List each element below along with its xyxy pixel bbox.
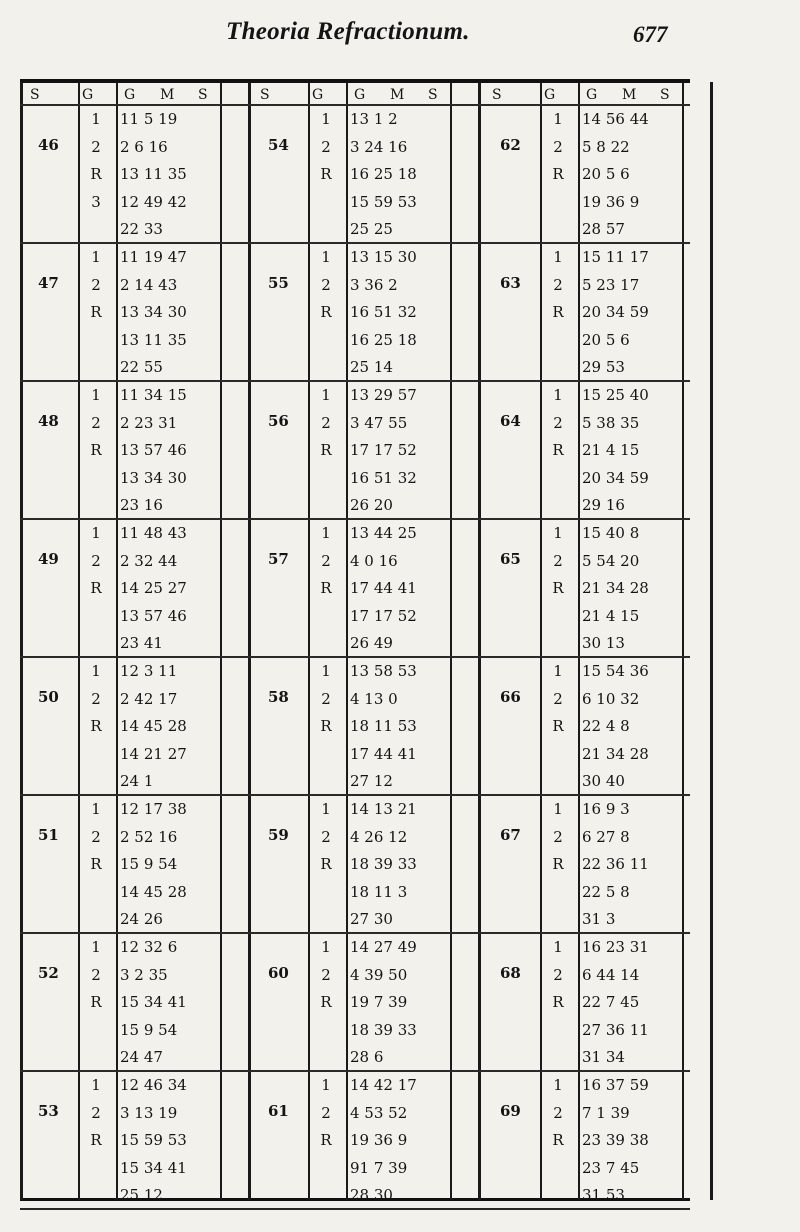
row-value: 14 27 49 (350, 938, 417, 956)
header-rule (20, 104, 690, 106)
column-header: G (354, 87, 366, 103)
row-value: 14 45 28 (120, 882, 187, 901)
row-marker: 2 (321, 137, 331, 156)
block-rule (20, 1070, 690, 1072)
row-value: 19 36 9 (582, 192, 640, 211)
column-header: S (198, 87, 208, 103)
row-marker: 2 (91, 275, 101, 294)
row-marker: 2 (91, 137, 101, 156)
row-value: 24 47 (120, 1048, 163, 1067)
row-value: 15 59 53 (120, 1131, 187, 1150)
row-marker: 1 (321, 662, 331, 680)
row-value: 20 5 6 (582, 165, 630, 184)
row-value: 25 14 (350, 358, 393, 377)
row-value: 12 17 38 (120, 800, 187, 818)
block-label: 48 (38, 412, 59, 431)
column-header: S (428, 87, 438, 103)
row-marker: R (90, 993, 102, 1012)
block-rule (20, 794, 690, 796)
row-value: 26 49 (350, 634, 393, 653)
column-header: G (82, 87, 94, 103)
row-marker: 1 (91, 1076, 101, 1094)
row-value: 5 38 35 (582, 413, 640, 432)
row-value: 11 19 47 (120, 248, 187, 266)
column-rule (78, 82, 80, 1200)
row-value: 16 51 32 (350, 468, 417, 487)
column-rule (540, 82, 542, 1200)
row-value: 24 1 (120, 772, 154, 791)
row-marker: R (552, 303, 564, 322)
column-header: G (312, 87, 324, 103)
column-header: M (160, 87, 175, 103)
row-value: 3 2 35 (120, 965, 168, 984)
row-marker: 1 (91, 248, 101, 266)
row-value: 12 49 42 (120, 192, 187, 211)
row-value: 17 44 41 (350, 579, 417, 598)
row-marker: R (552, 441, 564, 460)
block-rule (20, 1208, 690, 1210)
row-marker: 2 (553, 275, 563, 294)
row-marker: R (90, 441, 102, 460)
block-label: 56 (268, 412, 289, 431)
row-value: 22 7 45 (582, 993, 640, 1012)
row-marker: 2 (91, 827, 101, 846)
panel-rule (248, 82, 251, 1200)
row-value: 18 39 33 (350, 855, 417, 874)
row-marker: R (320, 303, 332, 322)
row-value: 2 32 44 (120, 551, 178, 570)
column-header: G (586, 87, 598, 103)
row-value: 15 59 53 (350, 192, 417, 211)
block-label: 65 (500, 550, 521, 569)
row-marker: 1 (321, 800, 331, 818)
row-marker: 2 (91, 1103, 101, 1122)
row-value: 30 13 (582, 634, 625, 653)
row-marker: 2 (321, 827, 331, 846)
row-value: 5 8 22 (582, 137, 630, 156)
row-marker: 2 (91, 965, 101, 984)
row-marker: 1 (321, 524, 331, 542)
row-value: 29 16 (582, 496, 625, 515)
row-marker: R (552, 717, 564, 736)
row-marker: 1 (91, 662, 101, 680)
block-label: 49 (38, 550, 59, 569)
row-marker: 2 (321, 689, 331, 708)
row-value: 2 14 43 (120, 275, 178, 294)
row-value: 2 6 16 (120, 137, 168, 156)
row-marker: 1 (553, 1076, 563, 1094)
panel-rule (710, 82, 713, 1200)
row-value: 91 7 39 (350, 1158, 408, 1177)
row-value: 18 11 53 (350, 717, 417, 736)
row-marker: R (320, 717, 332, 736)
row-value: 2 42 17 (120, 689, 178, 708)
row-marker: R (320, 1131, 332, 1150)
row-value: 15 9 54 (120, 855, 178, 874)
row-value: 23 7 45 (582, 1158, 640, 1177)
row-value: 25 12 (120, 1186, 163, 1205)
block-label: 51 (38, 826, 59, 845)
row-marker: 1 (321, 248, 331, 266)
row-value: 14 56 44 (582, 110, 649, 128)
row-value: 13 11 35 (120, 165, 187, 184)
row-value: 14 21 27 (120, 744, 187, 763)
row-value: 28 6 (350, 1048, 384, 1067)
row-marker: R (320, 579, 332, 598)
row-value: 13 57 46 (120, 441, 187, 460)
row-marker: 2 (553, 551, 563, 570)
row-value: 16 37 59 (582, 1076, 649, 1094)
row-value: 22 36 11 (582, 855, 649, 874)
row-value: 4 0 16 (350, 551, 398, 570)
row-value: 3 24 16 (350, 137, 408, 156)
row-value: 15 54 36 (582, 662, 649, 680)
column-header: M (622, 87, 637, 103)
row-value: 30 40 (582, 772, 625, 791)
column-header: G (124, 87, 136, 103)
panel-rule (20, 82, 23, 1200)
row-value: 13 11 35 (120, 330, 187, 349)
row-marker: 2 (91, 689, 101, 708)
row-value: 4 13 0 (350, 689, 398, 708)
row-value: 18 39 33 (350, 1020, 417, 1039)
block-label: 47 (38, 274, 59, 293)
row-value: 2 52 16 (120, 827, 178, 846)
block-rule (20, 518, 690, 520)
row-marker: R (320, 993, 332, 1012)
column-header: S (30, 87, 40, 103)
row-value: 14 42 17 (350, 1076, 417, 1094)
row-value: 22 4 8 (582, 717, 630, 736)
block-label: 62 (500, 136, 521, 155)
column-header: M (390, 87, 405, 103)
column-header: S (260, 87, 270, 103)
row-value: 16 23 31 (582, 938, 649, 956)
row-value: 3 47 55 (350, 413, 408, 432)
row-value: 2 23 31 (120, 413, 178, 432)
block-label: 50 (38, 688, 59, 707)
row-marker: R (552, 993, 564, 1012)
row-marker: 1 (321, 938, 331, 956)
block-label: 63 (500, 274, 521, 293)
row-value: 6 10 32 (582, 689, 640, 708)
block-label: 61 (268, 1102, 289, 1121)
row-marker: R (320, 165, 332, 184)
page-title: Theoria Refractionum. (226, 18, 470, 45)
row-value: 31 53 (582, 1186, 625, 1205)
column-header: S (492, 87, 502, 103)
block-label: 58 (268, 688, 289, 707)
row-marker: R (320, 441, 332, 460)
row-value: 3 36 2 (350, 275, 398, 294)
row-value: 26 20 (350, 496, 393, 515)
row-marker: 1 (91, 110, 101, 128)
column-rule (578, 82, 580, 1200)
block-label: 69 (500, 1102, 521, 1121)
block-label: 52 (38, 964, 59, 983)
row-value: 12 32 6 (120, 938, 178, 956)
row-value: 15 34 41 (120, 1158, 187, 1177)
block-label: 64 (500, 412, 521, 431)
row-value: 21 34 28 (582, 579, 649, 598)
row-marker: R (90, 717, 102, 736)
row-marker: 2 (553, 689, 563, 708)
block-rule (20, 656, 690, 658)
row-value: 28 30 (350, 1186, 393, 1205)
block-label: 59 (268, 826, 289, 845)
block-label: 68 (500, 964, 521, 983)
row-marker: 2 (321, 965, 331, 984)
row-value: 14 13 21 (350, 800, 417, 818)
row-value: 13 58 53 (350, 662, 417, 680)
block-label: 54 (268, 136, 289, 155)
row-value: 17 44 41 (350, 744, 417, 763)
row-value: 13 44 25 (350, 524, 417, 542)
row-value: 20 34 59 (582, 303, 649, 322)
row-value: 21 34 28 (582, 744, 649, 763)
row-value: 13 29 57 (350, 386, 417, 404)
row-value: 25 25 (350, 220, 393, 239)
row-marker: 1 (553, 938, 563, 956)
row-marker: R (320, 855, 332, 874)
row-value: 29 53 (582, 358, 625, 377)
row-marker: 2 (91, 551, 101, 570)
row-marker: 1 (321, 110, 331, 128)
row-value: 20 34 59 (582, 468, 649, 487)
row-value: 19 7 39 (350, 993, 408, 1012)
row-value: 22 5 8 (582, 882, 630, 901)
row-value: 4 39 50 (350, 965, 408, 984)
row-value: 21 4 15 (582, 441, 640, 460)
row-marker: 1 (91, 386, 101, 404)
row-value: 5 54 20 (582, 551, 640, 570)
row-marker: 1 (553, 662, 563, 680)
row-marker: 2 (321, 551, 331, 570)
column-header: S (660, 87, 670, 103)
row-value: 16 9 3 (582, 800, 630, 818)
row-value: 14 25 27 (120, 579, 187, 598)
row-marker: 1 (553, 524, 563, 542)
row-value: 17 17 52 (350, 441, 417, 460)
row-value: 6 27 8 (582, 827, 630, 846)
row-value: 12 3 11 (120, 662, 178, 680)
row-marker: R (552, 1131, 564, 1150)
column-rule (308, 82, 310, 1200)
row-value: 13 15 30 (350, 248, 417, 266)
row-marker: R (90, 1131, 102, 1150)
row-value: 11 34 15 (120, 386, 187, 404)
row-marker: 2 (553, 1103, 563, 1122)
row-marker: R (552, 165, 564, 184)
column-rule (116, 82, 118, 1200)
block-label: 57 (268, 550, 289, 569)
row-marker: 1 (91, 800, 101, 818)
row-value: 24 26 (120, 910, 163, 929)
row-value: 13 34 30 (120, 303, 187, 322)
row-value: 11 5 19 (120, 110, 178, 128)
row-marker: 2 (321, 1103, 331, 1122)
row-value: 5 23 17 (582, 275, 640, 294)
row-value: 11 48 43 (120, 524, 187, 542)
row-marker: 2 (553, 965, 563, 984)
row-marker: 1 (91, 938, 101, 956)
row-value: 3 13 19 (120, 1103, 178, 1122)
row-marker: 1 (553, 248, 563, 266)
row-marker: 1 (553, 800, 563, 818)
row-marker: R (552, 579, 564, 598)
column-rule (682, 82, 684, 1200)
block-label: 60 (268, 964, 289, 983)
block-label: 53 (38, 1102, 59, 1121)
block-label: 46 (38, 136, 59, 155)
row-value: 17 17 52 (350, 606, 417, 625)
row-marker: 1 (91, 524, 101, 542)
row-value: 16 25 18 (350, 330, 417, 349)
row-value: 6 44 14 (582, 965, 640, 984)
row-marker: 3 (91, 192, 101, 211)
row-value: 4 26 12 (350, 827, 408, 846)
row-marker: R (90, 579, 102, 598)
row-value: 31 3 (582, 910, 616, 929)
column-rule (450, 82, 452, 1200)
row-value: 16 51 32 (350, 303, 417, 322)
row-value: 27 36 11 (582, 1020, 649, 1039)
row-value: 13 57 46 (120, 606, 187, 625)
row-value: 16 25 18 (350, 165, 417, 184)
row-value: 15 25 40 (582, 386, 649, 404)
row-value: 14 45 28 (120, 717, 187, 736)
panel-rule (478, 82, 481, 1200)
row-marker: R (90, 165, 102, 184)
row-value: 22 55 (120, 358, 163, 377)
row-value: 20 5 6 (582, 330, 630, 349)
block-label: 66 (500, 688, 521, 707)
row-value: 19 36 9 (350, 1131, 408, 1150)
column-header: G (544, 87, 556, 103)
row-value: 7 1 39 (582, 1103, 630, 1122)
row-value: 15 9 54 (120, 1020, 178, 1039)
row-value: 28 57 (582, 220, 625, 239)
row-value: 12 46 34 (120, 1076, 187, 1094)
row-marker: 1 (321, 386, 331, 404)
block-rule (20, 242, 690, 244)
row-value: 23 39 38 (582, 1131, 649, 1150)
row-value: 27 12 (350, 772, 393, 791)
row-marker: R (552, 855, 564, 874)
row-marker: 2 (553, 137, 563, 156)
block-label: 55 (268, 274, 289, 293)
row-value: 15 11 17 (582, 248, 649, 266)
row-marker: 2 (91, 413, 101, 432)
row-value: 22 33 (120, 220, 163, 239)
row-value: 21 4 15 (582, 606, 640, 625)
row-value: 27 30 (350, 910, 393, 929)
row-marker: 2 (321, 275, 331, 294)
row-marker: 1 (553, 110, 563, 128)
column-rule (220, 82, 222, 1200)
row-marker: 1 (321, 1076, 331, 1094)
row-value: 15 34 41 (120, 993, 187, 1012)
row-marker: 2 (553, 413, 563, 432)
column-rule (346, 82, 348, 1200)
page-number: 677 (633, 22, 668, 47)
row-value: 15 40 8 (582, 524, 640, 542)
block-rule (20, 932, 690, 934)
row-value: 13 1 2 (350, 110, 398, 128)
block-label: 67 (500, 826, 521, 845)
row-marker: R (90, 855, 102, 874)
row-marker: R (90, 303, 102, 322)
row-value: 4 53 52 (350, 1103, 408, 1122)
row-value: 23 16 (120, 496, 163, 515)
block-rule (20, 380, 690, 382)
row-value: 31 34 (582, 1048, 625, 1067)
row-value: 13 34 30 (120, 468, 187, 487)
row-marker: 2 (553, 827, 563, 846)
row-value: 23 41 (120, 634, 163, 653)
row-marker: 1 (553, 386, 563, 404)
row-value: 18 11 3 (350, 882, 408, 901)
row-marker: 2 (321, 413, 331, 432)
